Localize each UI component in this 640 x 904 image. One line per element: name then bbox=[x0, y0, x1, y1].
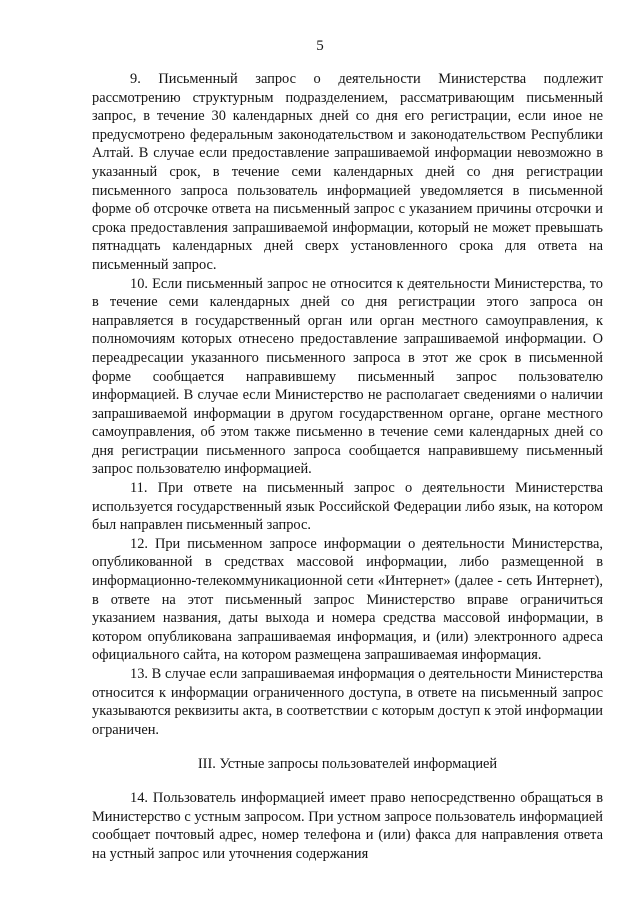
paragraph-9: 9. Письменный запрос о деятельности Министерства подлежит рассмотрению структурным подразделением, рассматривающим письменный запрос, в течение 30 календарных дней со дня его регистрации, если иное не предусмотрено федеральным законодательством и законодательством Республики Алтай. В случае если предоставление запрашиваемой информации невозможно в указанный срок, в течение семи календарных дней со дня регистрации письменного запроса пользователь информацией уведомляется в письменной форме об отсрочке ответа на письменный запрос с указанием причины отсрочки и срока предоставления запрашиваемой информации, который не может превышать пятнадцать календарных дней сверх установленного срока для ответа на письменный запрос. bbox=[92, 71, 603, 273]
section-heading: III. Устные запросы пользователей информацией bbox=[197, 756, 498, 773]
page-number: 5 bbox=[316, 38, 324, 54]
paragraph-12: 12. При письменном запросе информации о деятельности Министерства, опубликованной в средствах массовой информации, либо размещенной в информационно-телекоммуникационной сети «Интернет» (далее - сеть Интернет), в ответе на этот письменный запрос Министерство вправе ограничиться указанием названия, даты выхода и номера средства массовой информации, в котором опубликована запрашиваемая информация, и (или) электронного адреса официального сайта, на котором размещена запрашиваемая информация. bbox=[92, 535, 603, 664]
paragraph-10: 10. Если письменный запрос не относится к деятельности Министерства, то в течение семи календарных дней со дня регистрации этого запроса он направляется в государственный орган или орган местного самоуправления, к полномочиям которых отнесено предоставление запрашиваемой информации. О переадресации указанного письменного запроса в этот же срок в письменной форме сообщается направившему письменный запрос пользователю информацией. В случае если Министерство не располагает сведениями о наличии запрашиваемой информации в другом государственном органе, органе местного самоуправления, об этом также письменно в течение семи календарных дней со дня регистрации письменного запроса сообщается направившему письменный запрос пользователю информацией. bbox=[92, 275, 603, 478]
paragraph-13: 13. В случае если запрашиваемая информация о деятельности Министерства относится к информации ограниченного доступа, в ответе на письменный запрос указываются реквизиты акта, в соответствии с которым доступ к этой информации ограничен. bbox=[92, 666, 603, 738]
paragraph-11: 11. При ответе на письменный запрос о деятельности Министерства используется государственный язык Российской Федерации либо язык, на котором был направлен письменный запрос. bbox=[92, 480, 603, 534]
document-body bbox=[92, 70, 603, 863]
paragraph-14: 14. Пользователь информацией имеет право непосредственно обращаться в Министерство с устным запросом. При устном запросе пользователь информацией сообщает почтовый адрес, номер телефона и (или) факса для направления ответа на устный запрос или уточнения содержания bbox=[92, 789, 603, 862]
